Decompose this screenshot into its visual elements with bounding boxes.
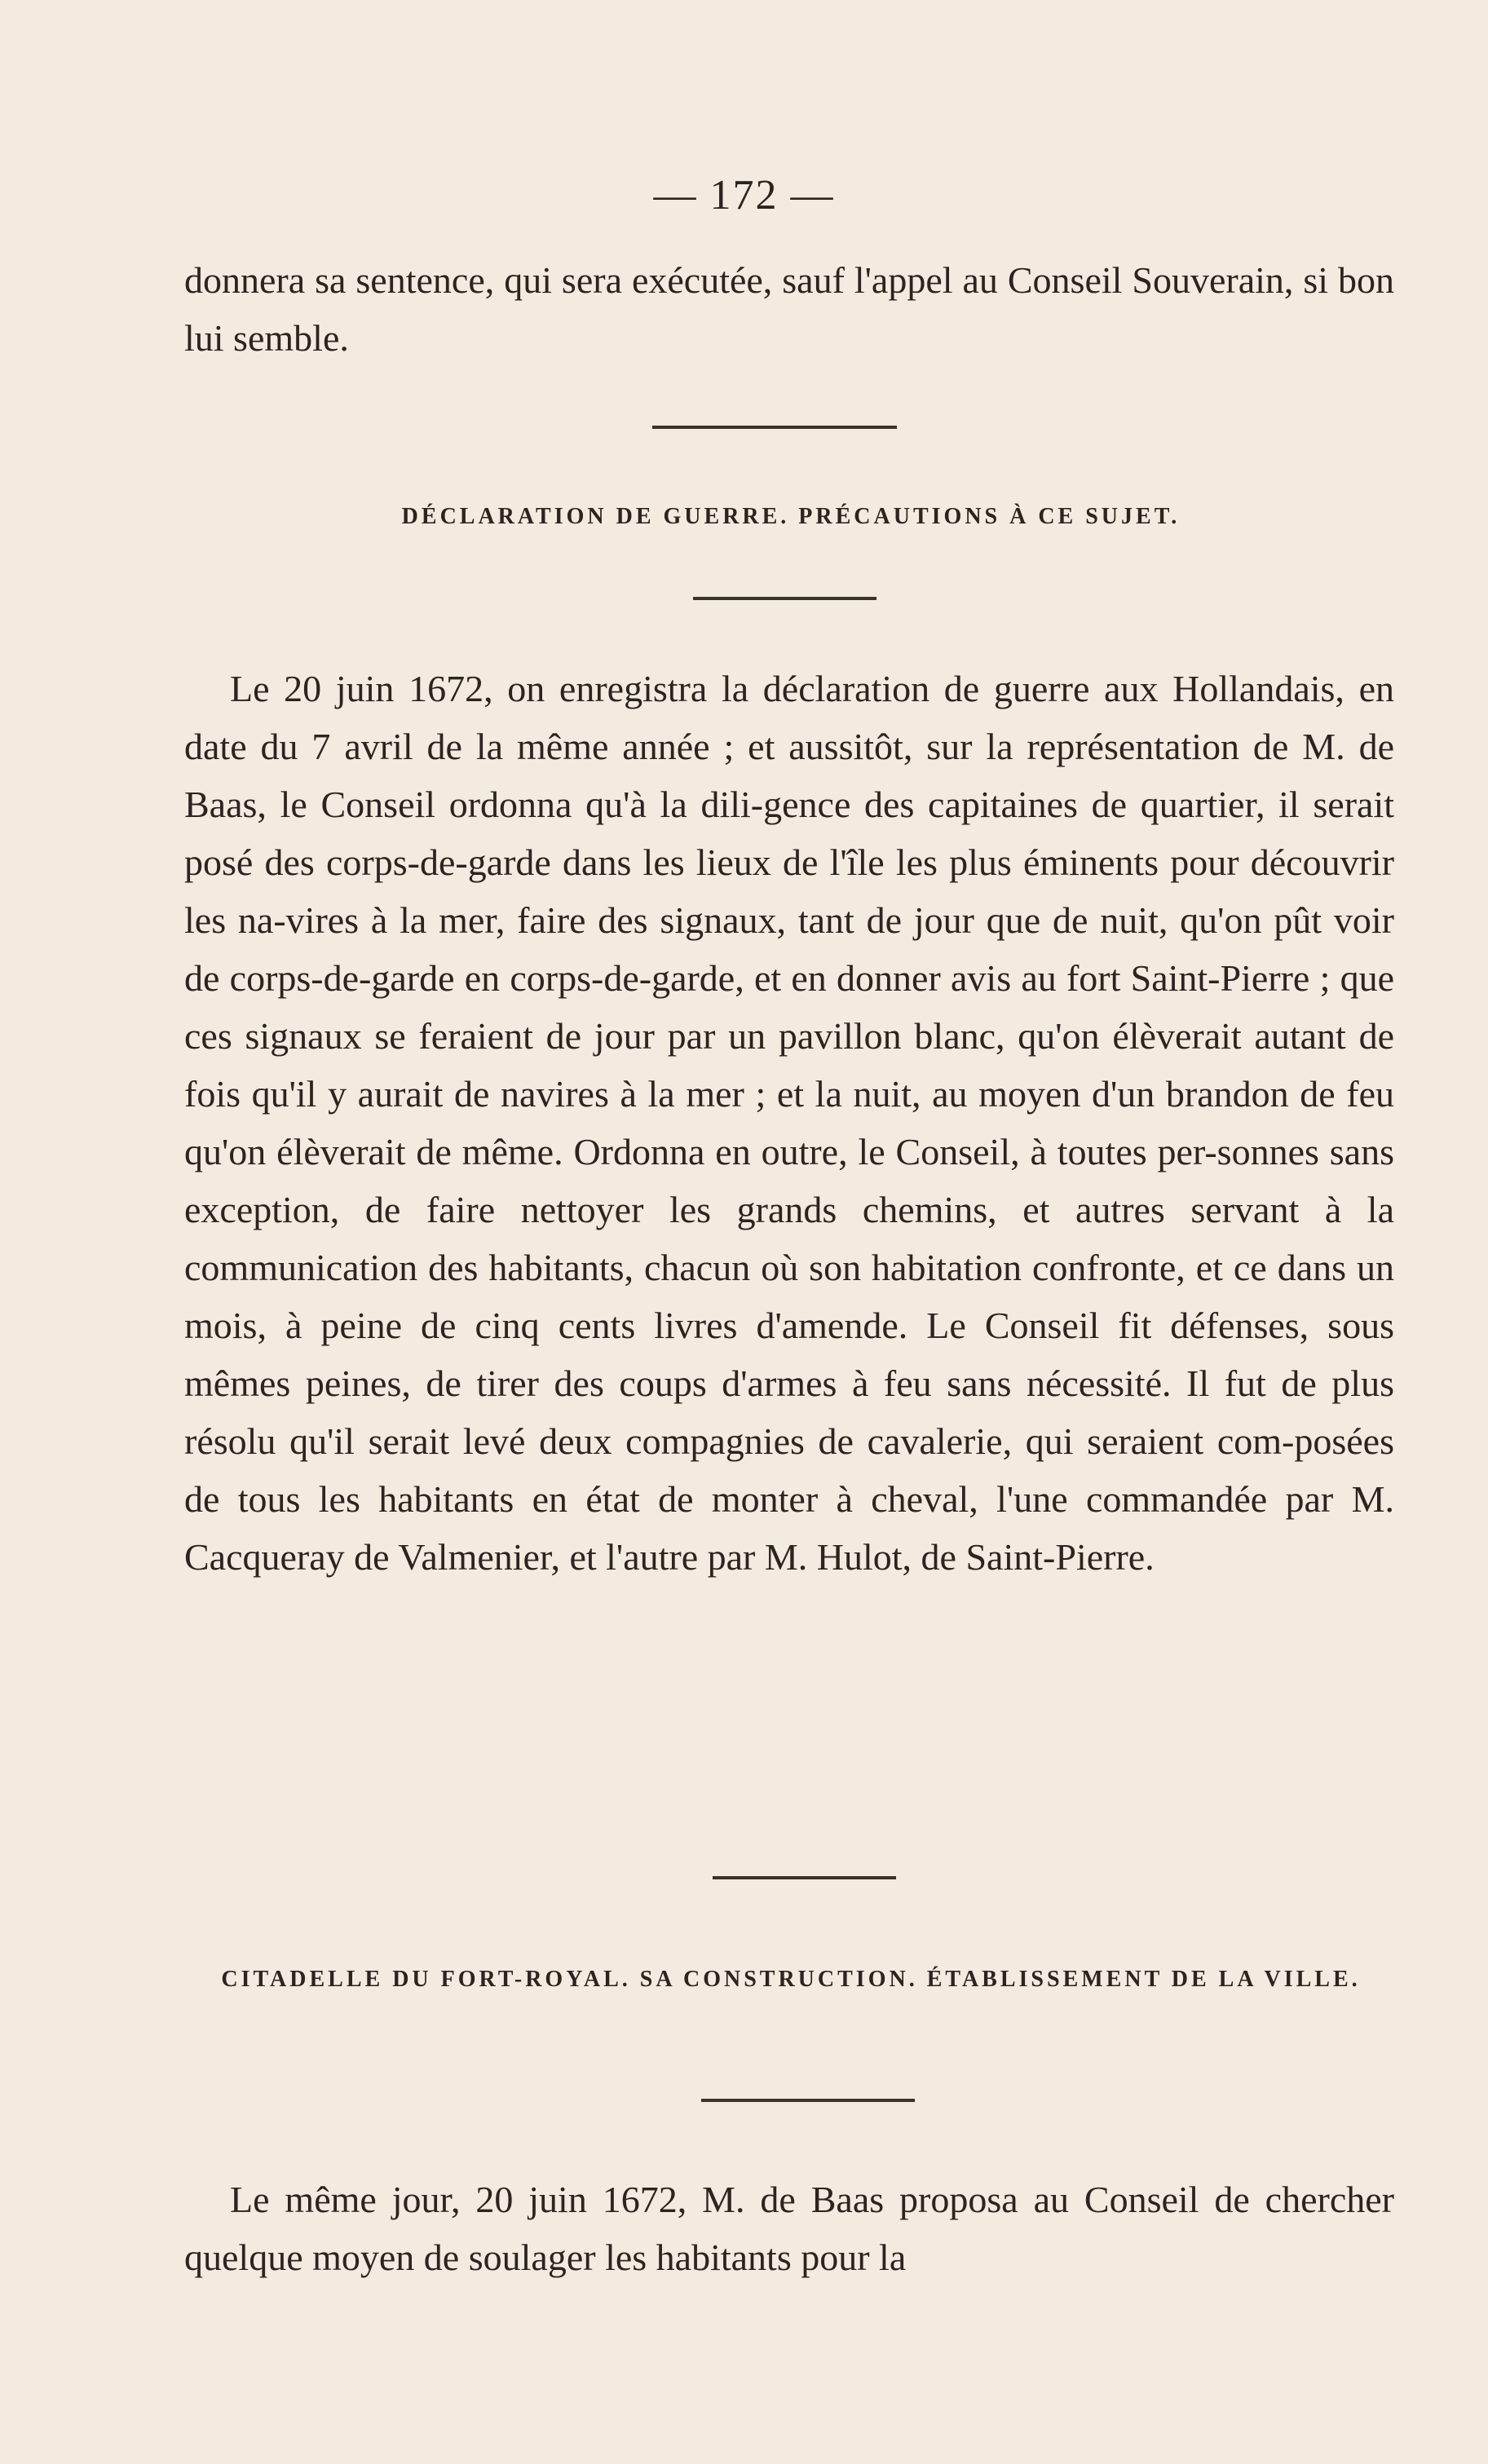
section-divider (701, 2099, 915, 2102)
section-heading-citadelle: CITADELLE DU FORT-ROYAL. SA CONSTRUCTION. ÉTABLISSEMENT DE LA VILLE. (221, 1967, 1361, 1992)
section-divider (693, 597, 876, 600)
section-divider (713, 1876, 896, 1879)
section-heading-declaration: DÉCLARATION DE GUERRE. PRÉCAUTIONS À CE SUJET. (401, 504, 1181, 529)
paragraph-continued: donnera sa sentence, qui sera exécutée, sauf l'appel au Conseil Souverain, si bon lui semble. (184, 259, 1394, 359)
section-divider (652, 426, 897, 429)
page-number: — 172 — (653, 172, 835, 219)
paragraph-citadelle: Le même jour, 20 juin 1672, M. de Baas proposa au Conseil de chercher quelque moyen de soulager les habitants pour la (184, 2179, 1394, 2278)
paragraph-declaration: Le 20 juin 1672, on enregistra la déclaration de guerre aux Hollandais, en date du 7 avril de la même année ; et aussitôt, sur la représentation de M. de Baas, le Conseil ordonna qu'à la dili-gence des capitaines de quartier, il serait posé des corps-de-garde dans les lieux de l'île les plus éminents pour découvrir les na-vires à la mer, faire des signaux, tant de jour que de nuit, qu'on pût voir de corps-de-garde en corps-de-garde, et en donner avis au fort Saint-Pierre ; que ces signaux se feraient de jour par un pavillon blanc, qu'on élèverait autant de fois qu'il y aurait de navires à la mer ; et la nuit, au moyen d'un brandon de feu qu'on élèverait de même. Ordonna en outre, le Conseil, à toutes per-sonnes sans exception, de faire nettoyer les grands chemins, et autres servant à la communication des habitants, chacun où son habitation confronte, et ce dans un mois, à peine de cinq cents livres d'amende. Le Conseil fit défenses, sous mêmes peines, de tirer des coups d'armes à feu sans nécessité. Il fut de plus résolu qu'il serait levé deux compagnies de cavalerie, qui seraient com-posées de tous les habitants en état de monter à cheval, l'une commandée par M. Cacqueray de Valmenier, et l'autre par M. Hulot, de Saint-Pierre. (184, 668, 1394, 1578)
